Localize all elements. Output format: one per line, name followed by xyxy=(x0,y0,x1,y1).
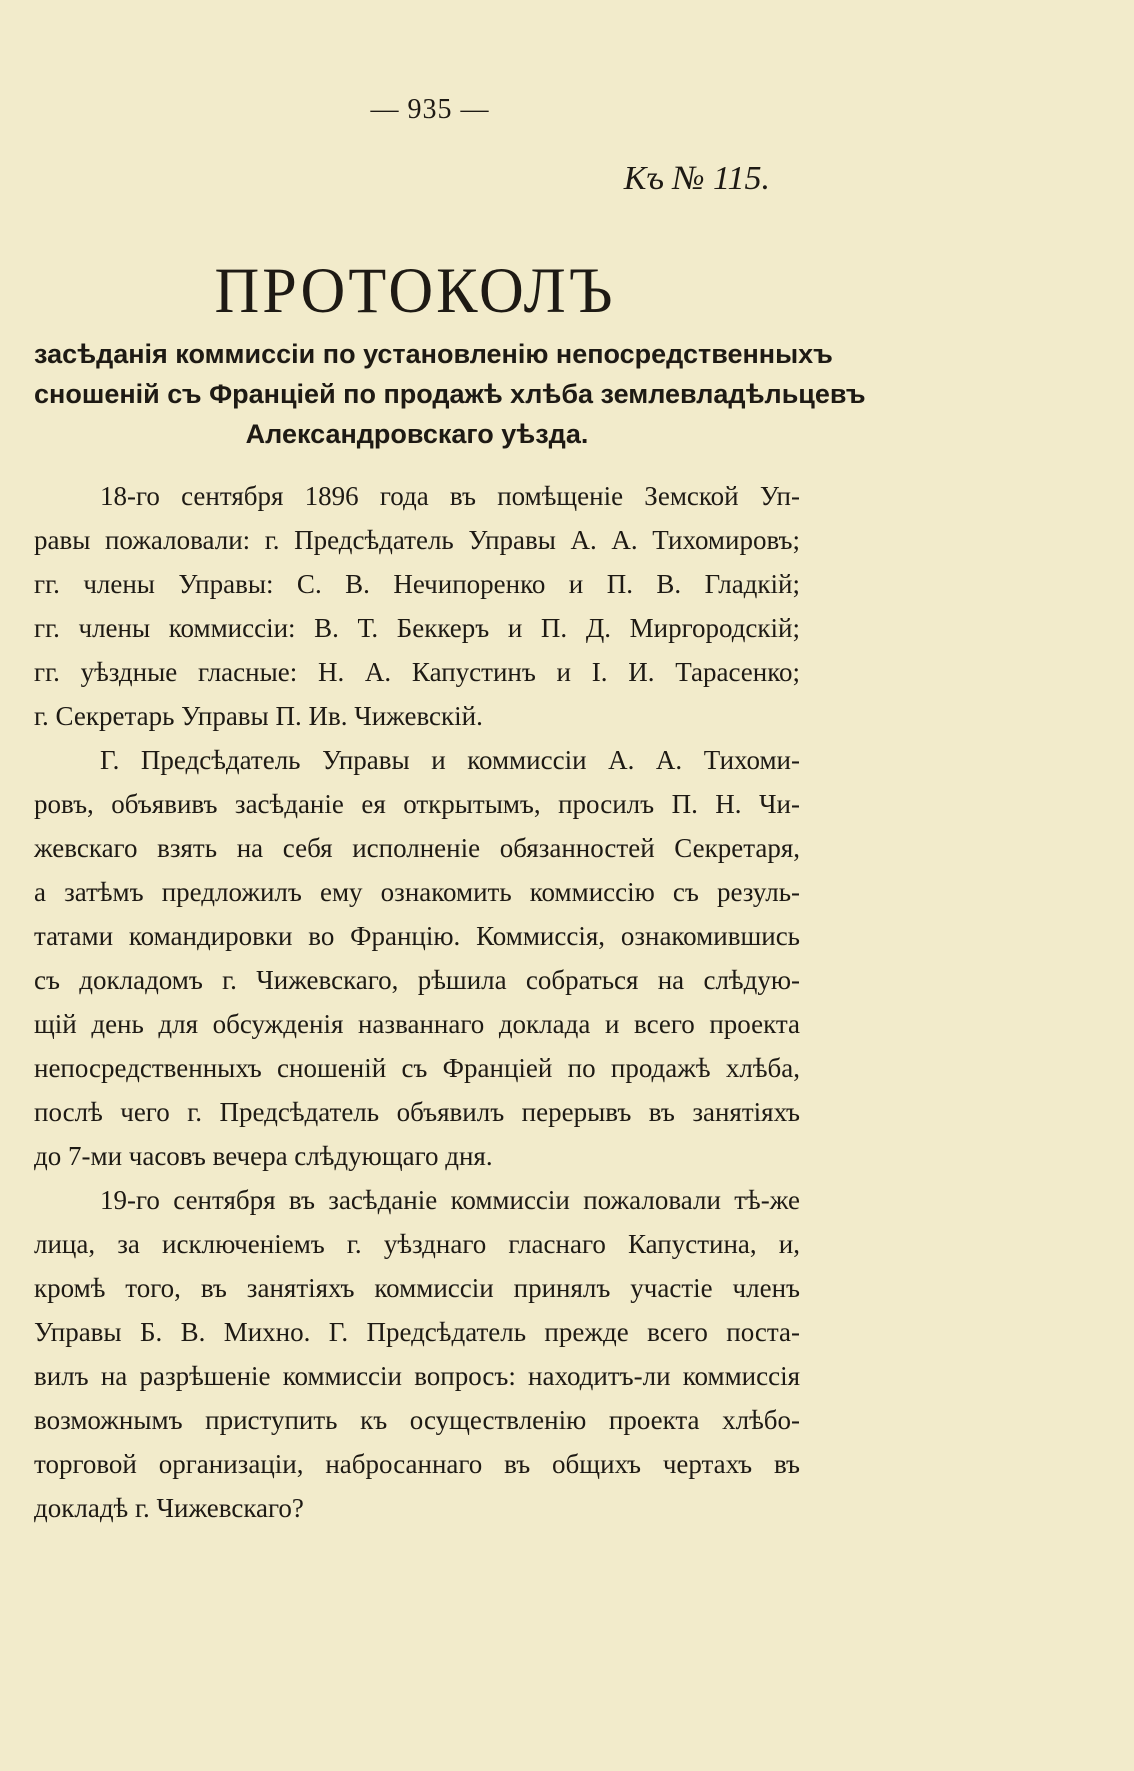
text-line: гг. члены коммиссіи: В. Т. Беккеръ и П. Д. Миргородскій; xyxy=(34,613,800,643)
document-title: ПРОТОКОЛЪ xyxy=(214,255,616,327)
text-line: равы пожаловали: г. Предсѣдатель Управы А. А. Тихомировъ; xyxy=(34,525,800,555)
paragraph xyxy=(34,738,800,1178)
text-line: торговой организаціи, набросаннаго въ общихъ чертахъ въ xyxy=(34,1449,800,1479)
text-line: Управы Б. В. Михно. Г. Предсѣдатель прежде всего поста- xyxy=(34,1317,800,1347)
text-line: щій день для обсужденія названнаго доклада и всего проекта xyxy=(34,1009,800,1039)
paragraph xyxy=(34,474,800,738)
text-line: гг. уѣздные гласные: Н. А. Капустинъ и І. И. Тарасенко; xyxy=(34,657,800,687)
text-line: до 7-ми часовъ вечера слѣдующаго дня. xyxy=(34,1141,493,1171)
text-line: лица, за исключеніемъ г. уѣзднаго гласнаго Капустина, и, xyxy=(34,1229,800,1259)
text-line: послѣ чего г. Предсѣдатель объявилъ перерывъ въ занятіяхъ xyxy=(34,1097,800,1127)
text-line: непосредственныхъ сношеній съ Франціей по продажѣ хлѣба, xyxy=(34,1053,800,1083)
text-line: съ докладомъ г. Чижевскаго, рѣшила собраться на слѣдую- xyxy=(34,965,800,995)
text-line: докладѣ г. Чижевскаго? xyxy=(34,1493,304,1523)
text-line: возможнымъ приступить къ осуществленію проекта хлѣбо- xyxy=(34,1405,800,1435)
text-line: а затѣмъ предложилъ ему ознакомить коммиссію съ резуль- xyxy=(34,877,800,907)
subtitle-line: Александровскаго уѣзда. xyxy=(245,419,589,449)
text-line: Г. Предсѣдатель Управы и коммиссіи А. А. Тихоми- xyxy=(100,745,800,775)
page-number: — 935 — xyxy=(370,94,490,125)
text-line: г. Секретарь Управы П. Ив. Чижевскій. xyxy=(34,701,483,731)
text-line: ровъ, объявивъ засѣданіе ея открытымъ, просилъ П. Н. Чи- xyxy=(34,789,800,819)
paragraph xyxy=(34,1178,800,1530)
text-line: кромѣ того, въ занятіяхъ коммиссіи принялъ участіе членъ xyxy=(34,1273,800,1303)
text-line: гг. члены Управы: С. В. Нечипоренко и П. В. Гладкій; xyxy=(34,569,800,599)
document-body xyxy=(34,474,800,1530)
text-line: 18-го сентября 1896 года въ помѣщеніе Земской Уп- xyxy=(100,481,800,511)
text-line: 19-го сентября въ засѣданіе коммиссіи пожаловали тѣ-же xyxy=(100,1185,800,1215)
text-line: татами командировки во Францію. Коммиссія, ознакомившись xyxy=(34,921,800,951)
text-line: жевскаго взять на себя исполненіе обязанностей Секретаря, xyxy=(34,833,800,863)
subtitle-line: сношеній съ Франціей по продажѣ хлѣба землевладѣльцевъ xyxy=(34,379,866,409)
text-line: вилъ на разрѣшеніе коммиссіи вопросъ: находитъ-ли коммиссія xyxy=(34,1361,800,1391)
document-reference: Къ № 115. xyxy=(623,160,770,197)
document-subtitle xyxy=(34,334,866,454)
subtitle-line: засѣданія коммиссіи по установленію непосредственныхъ xyxy=(34,339,833,369)
